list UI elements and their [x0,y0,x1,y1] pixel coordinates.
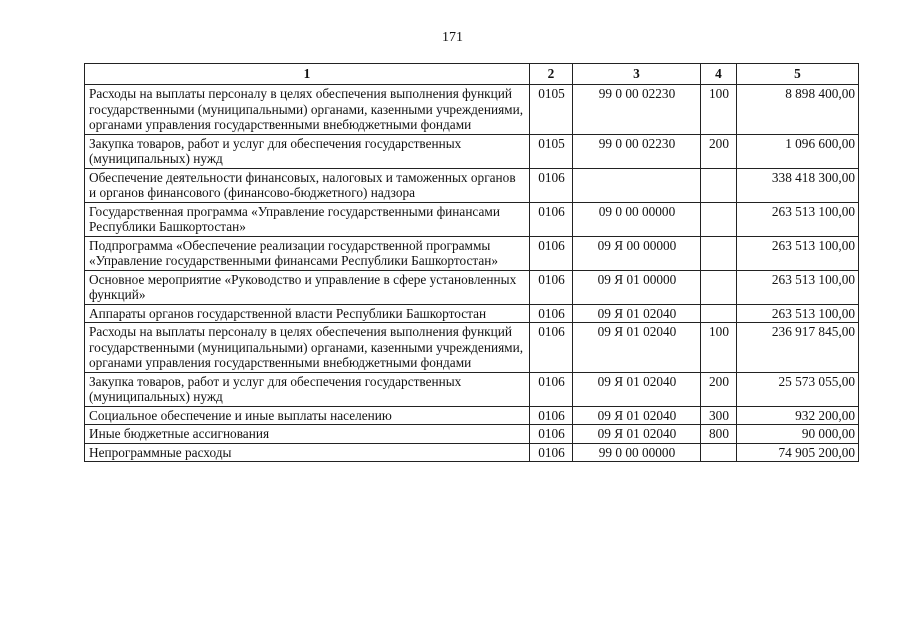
section-code: 0105 [530,134,573,168]
budget-table [84,63,859,462]
target-code: 09 Я 01 02040 [573,372,701,406]
type-code: 100 [701,85,737,135]
type-code [701,202,737,236]
section-code: 0106 [530,443,573,462]
table-row [85,202,859,236]
expense-name: Обеспечение деятельности финансовых, налоговых и таможенных органов и органов финансового (финансово-бюджетного) надзора [85,168,530,202]
type-code [701,443,737,462]
section-code: 0106 [530,406,573,425]
amount: 236 917 845,00 [737,323,859,373]
target-code: 09 Я 01 02040 [573,304,701,323]
target-code: 09 Я 01 02040 [573,425,701,444]
table-row [85,443,859,462]
expense-name: Закупка товаров, работ и услуг для обеспечения государственных (муниципальных) нужд [85,372,530,406]
amount: 263 513 100,00 [737,236,859,270]
header-col-1: 1 [85,64,530,85]
table-row [85,85,859,135]
expense-name: Подпрограмма «Обеспечение реализации государственной программы «Управление государственными финансами Республики Башкортостан» [85,236,530,270]
target-code: 09 Я 01 02040 [573,323,701,373]
type-code: 800 [701,425,737,444]
expense-name: Иные бюджетные ассигнования [85,425,530,444]
table-row [85,270,859,304]
type-code [701,270,737,304]
expense-name: Основное мероприятие «Руководство и управление в сфере установленных функций» [85,270,530,304]
amount: 74 905 200,00 [737,443,859,462]
expense-name: Государственная программа «Управление государственными финансами Республики Башкортостан» [85,202,530,236]
expense-name: Непрограммные расходы [85,443,530,462]
amount: 932 200,00 [737,406,859,425]
table-row [85,304,859,323]
section-code: 0106 [530,323,573,373]
expense-name: Расходы на выплаты персоналу в целях обеспечения выполнения функций государственными (муниципальными) органами, казенными учреждениями, органами управления государственными внебюджетными фондами [85,85,530,135]
type-code [701,236,737,270]
page-number: 171 [442,30,463,45]
header-col-5: 5 [737,64,859,85]
expense-name: Закупка товаров, работ и услуг для обеспечения государственных (муниципальных) нужд [85,134,530,168]
target-code: 09 Я 00 00000 [573,236,701,270]
section-code: 0106 [530,425,573,444]
target-code: 09 Я 01 02040 [573,406,701,425]
amount: 25 573 055,00 [737,372,859,406]
header-col-4: 4 [701,64,737,85]
target-code: 99 0 00 02230 [573,134,701,168]
amount: 8 898 400,00 [737,85,859,135]
amount: 1 096 600,00 [737,134,859,168]
expense-name: Расходы на выплаты персоналу в целях обеспечения выполнения функций государственными (муниципальными) органами, казенными учреждениями, органами управления государственными внебюджетными фондами [85,323,530,373]
amount: 263 513 100,00 [737,270,859,304]
section-code: 0105 [530,85,573,135]
section-code: 0106 [530,168,573,202]
section-code: 0106 [530,372,573,406]
expense-name: Аппараты органов государственной власти Республики Башкортостан [85,304,530,323]
target-code [573,168,701,202]
type-code [701,304,737,323]
section-code: 0106 [530,270,573,304]
expense-name: Социальное обеспечение и иные выплаты населению [85,406,530,425]
type-code: 200 [701,134,737,168]
amount: 263 513 100,00 [737,202,859,236]
table-row [85,406,859,425]
amount: 338 418 300,00 [737,168,859,202]
header-col-2: 2 [530,64,573,85]
table-row [85,134,859,168]
target-code: 99 0 00 00000 [573,443,701,462]
target-code: 09 Я 01 00000 [573,270,701,304]
table-row [85,236,859,270]
target-code: 09 0 00 00000 [573,202,701,236]
table-row [85,372,859,406]
header-row [85,64,859,85]
type-code: 300 [701,406,737,425]
amount: 90 000,00 [737,425,859,444]
section-code: 0106 [530,202,573,236]
section-code: 0106 [530,304,573,323]
type-code: 200 [701,372,737,406]
table-row [85,425,859,444]
table-row [85,323,859,373]
table-row [85,168,859,202]
type-code: 100 [701,323,737,373]
section-code: 0106 [530,236,573,270]
target-code: 99 0 00 02230 [573,85,701,135]
amount: 263 513 100,00 [737,304,859,323]
type-code [701,168,737,202]
header-col-3: 3 [573,64,701,85]
